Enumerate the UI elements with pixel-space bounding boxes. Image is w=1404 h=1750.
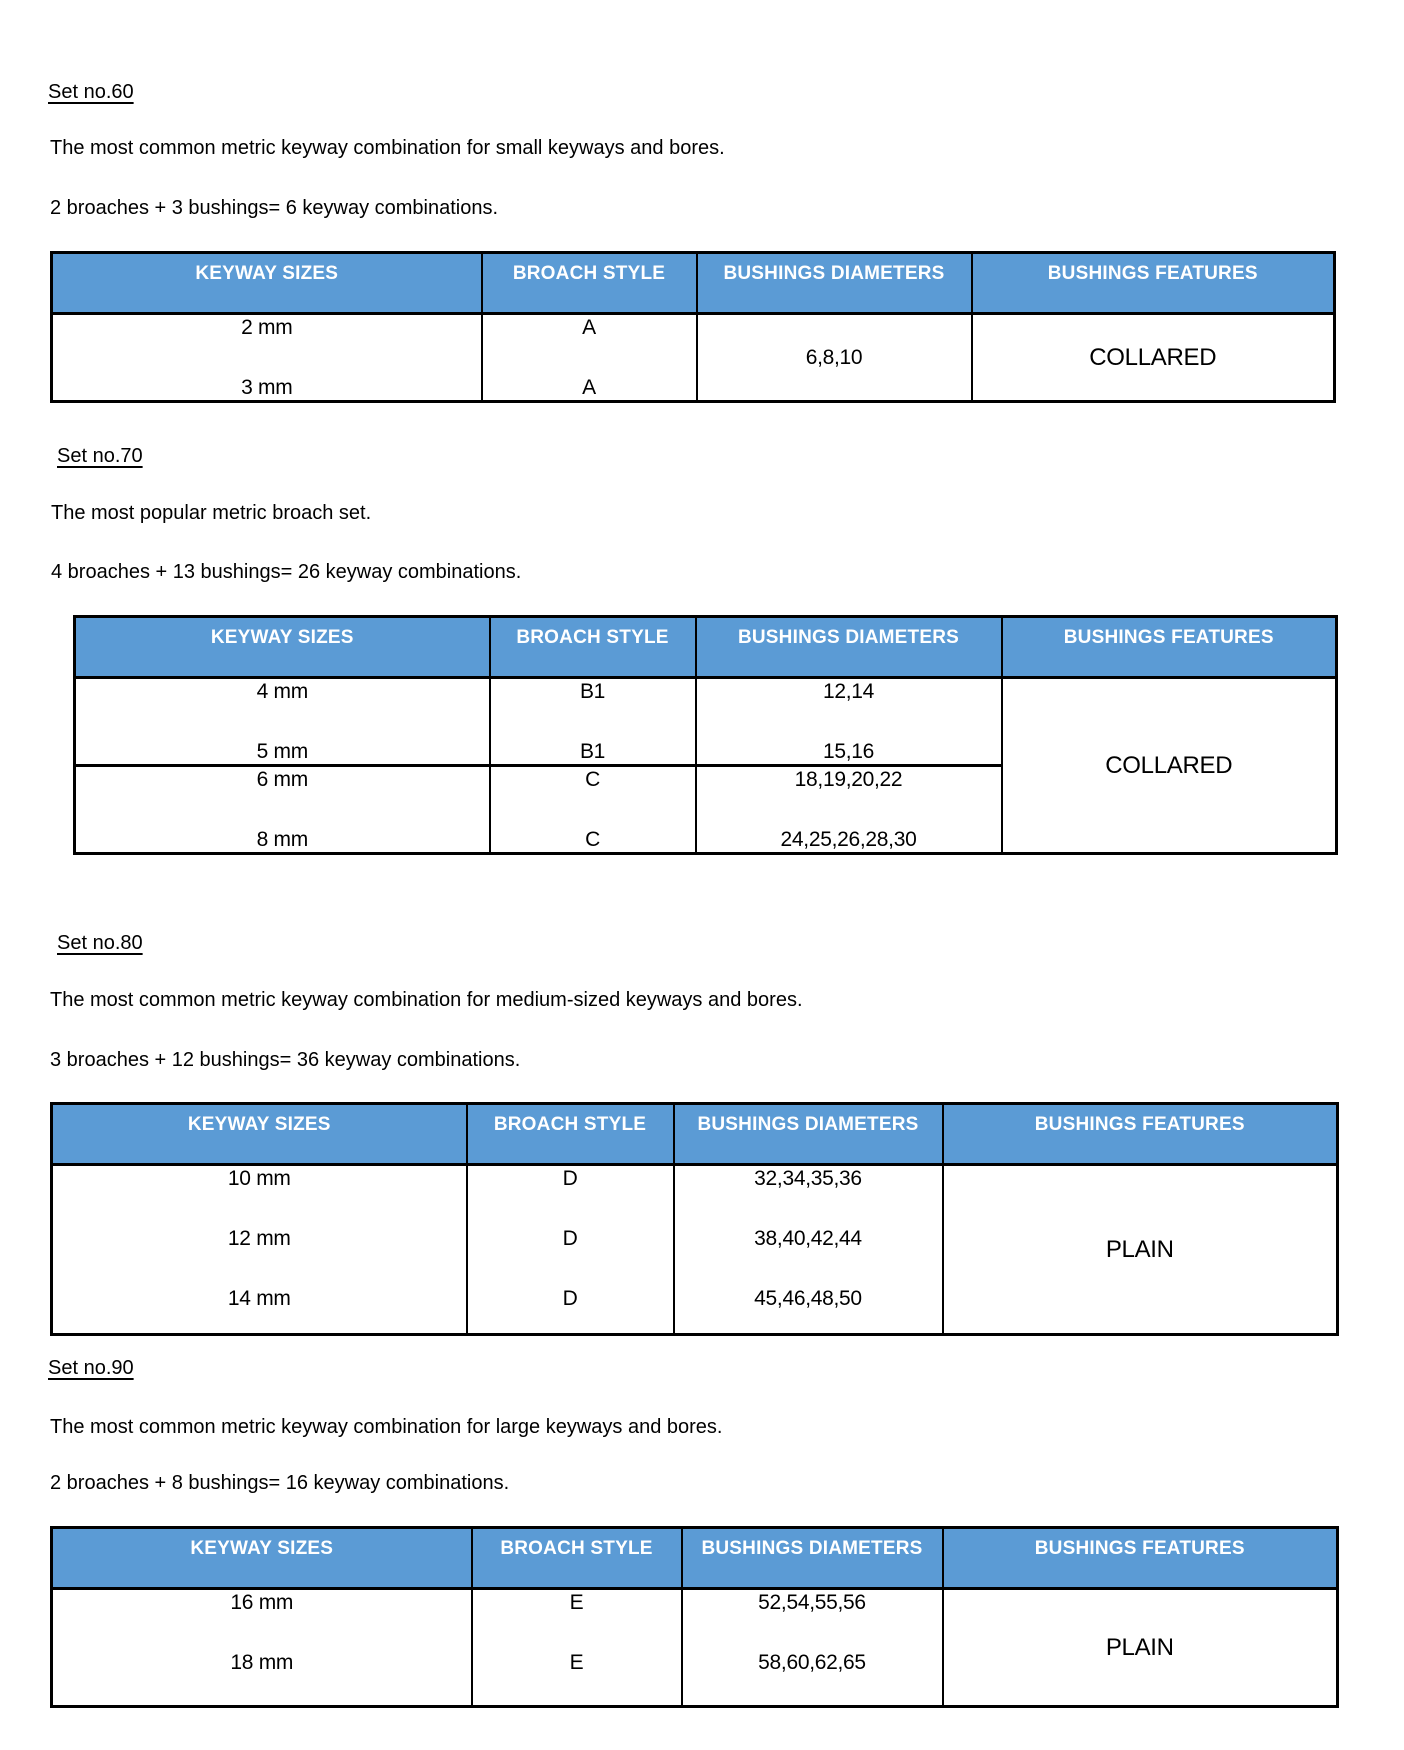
cell-line: A bbox=[582, 376, 596, 399]
cell-line: B1 bbox=[579, 740, 606, 763]
bushings-diameters-cell bbox=[674, 1165, 943, 1335]
line-gap bbox=[53, 340, 481, 375]
bushings-features-cell: COLLARED bbox=[972, 314, 1335, 402]
cell-line: 15,16 bbox=[822, 740, 875, 763]
keyway-sizes-cell bbox=[52, 1589, 472, 1707]
broach-set-table bbox=[50, 1102, 1339, 1336]
keyway-sizes-cell bbox=[75, 678, 490, 766]
bushings-diameters-cell bbox=[696, 766, 1002, 854]
table-header-row bbox=[75, 617, 1337, 678]
set-description: The most common metric keyway combination for large keyways and bores. bbox=[50, 1416, 723, 1438]
column-header: KEYWAY SIZES bbox=[52, 1104, 467, 1165]
line-gap bbox=[675, 1251, 942, 1286]
cell-line: E bbox=[569, 1591, 584, 1614]
line-gap bbox=[53, 1251, 466, 1286]
line-gap bbox=[53, 1191, 466, 1226]
cell-line: 38,40,42,44 bbox=[754, 1227, 862, 1250]
line-gap bbox=[491, 792, 695, 827]
bushings-diameters-cell bbox=[696, 678, 1002, 766]
cell-line: D bbox=[562, 1287, 578, 1310]
table-header-row bbox=[52, 253, 1335, 314]
set-description: The most common metric keyway combination for medium-sized keyways and bores. bbox=[50, 989, 803, 1011]
broach-table-slot-60 bbox=[50, 251, 1333, 403]
line-gap bbox=[483, 340, 696, 375]
bushings-diameters-cell bbox=[682, 1589, 943, 1707]
cell-line: 8 mm bbox=[256, 828, 308, 851]
broach-table-slot-70 bbox=[73, 615, 1335, 855]
column-header: KEYWAY SIZES bbox=[75, 617, 490, 678]
cell-line: 16 mm bbox=[230, 1591, 294, 1614]
line-gap bbox=[76, 792, 489, 827]
cell-line: 10 mm bbox=[227, 1167, 291, 1190]
cell-line: 58,60,62,65 bbox=[758, 1651, 866, 1674]
broach-set-table bbox=[50, 251, 1336, 403]
broach-style-cell bbox=[482, 314, 697, 402]
cell-line: 3 mm bbox=[241, 376, 293, 399]
line-gap bbox=[491, 704, 695, 739]
column-header: BUSHINGS DIAMETERS bbox=[682, 1528, 943, 1589]
table-body-row bbox=[75, 678, 1337, 766]
line-gap bbox=[468, 1251, 673, 1286]
set-summary: 2 broaches + 3 bushings= 6 keyway combinations. bbox=[50, 197, 499, 219]
column-header: BUSHINGS FEATURES bbox=[972, 253, 1335, 314]
broach-table-slot-80 bbox=[50, 1102, 1336, 1336]
column-header: BUSHINGS FEATURES bbox=[943, 1104, 1338, 1165]
line-gap bbox=[53, 1615, 471, 1650]
cell-line: 24,25,26,28,30 bbox=[780, 828, 917, 851]
cell-line: 12 mm bbox=[227, 1227, 291, 1250]
column-header: BROACH STYLE bbox=[490, 617, 696, 678]
cell-line: A bbox=[582, 316, 596, 339]
column-header: KEYWAY SIZES bbox=[52, 253, 482, 314]
cell-line: C bbox=[585, 828, 600, 851]
cell-line: 12,14 bbox=[822, 680, 875, 703]
broach-style-cell bbox=[472, 1589, 682, 1707]
broach-table-slot-90 bbox=[50, 1526, 1336, 1708]
cell-line: C bbox=[585, 768, 600, 791]
column-header: BUSHINGS DIAMETERS bbox=[674, 1104, 943, 1165]
column-header: KEYWAY SIZES bbox=[52, 1528, 472, 1589]
broach-style-cell bbox=[490, 678, 696, 766]
broach-style-cell bbox=[467, 1165, 674, 1335]
cell-line: 4 mm bbox=[256, 680, 308, 703]
line-gap bbox=[468, 1191, 673, 1226]
line-gap bbox=[76, 704, 489, 739]
line-gap bbox=[683, 1615, 942, 1650]
keyway-sizes-cell bbox=[52, 314, 482, 402]
broach-set-table bbox=[73, 615, 1338, 855]
column-header: BROACH STYLE bbox=[482, 253, 697, 314]
cell-line: D bbox=[562, 1167, 578, 1190]
line-gap bbox=[473, 1615, 681, 1650]
column-header: BUSHINGS DIAMETERS bbox=[697, 253, 972, 314]
cell-line: 32,34,35,36 bbox=[754, 1167, 862, 1190]
cell-line: 2 mm bbox=[241, 316, 293, 339]
table-header-row bbox=[52, 1104, 1338, 1165]
set-heading: Set no.80 bbox=[57, 932, 143, 954]
column-header: BUSHINGS FEATURES bbox=[1002, 617, 1337, 678]
cell-line: B1 bbox=[579, 680, 606, 703]
set-heading: Set no.60 bbox=[48, 81, 134, 103]
cell-line: 45,46,48,50 bbox=[754, 1287, 862, 1310]
table-body-row bbox=[52, 1165, 1338, 1335]
cell-line: 52,54,55,56 bbox=[758, 1591, 866, 1614]
line-gap bbox=[697, 704, 1001, 739]
line-gap bbox=[675, 1191, 942, 1226]
cell-line: 6 mm bbox=[256, 768, 308, 791]
bushings-diameters-cell: 6,8,10 bbox=[697, 314, 972, 402]
cell-line: 18,19,20,22 bbox=[794, 768, 903, 791]
table-body-row bbox=[52, 314, 1335, 402]
keyway-sizes-cell bbox=[75, 766, 490, 854]
cell-line: 5 mm bbox=[256, 740, 308, 763]
set-summary: 4 broaches + 13 bushings= 26 keyway combinations. bbox=[51, 561, 522, 583]
table-body-row bbox=[52, 1589, 1338, 1707]
column-header: BUSHINGS DIAMETERS bbox=[696, 617, 1002, 678]
set-description: The most common metric keyway combination for small keyways and bores. bbox=[50, 137, 725, 159]
line-gap bbox=[697, 792, 1001, 827]
keyway-sizes-cell bbox=[52, 1165, 467, 1335]
cell-line: 14 mm bbox=[227, 1287, 291, 1310]
bushings-features-cell: COLLARED bbox=[1002, 678, 1337, 854]
broach-set-table bbox=[50, 1526, 1339, 1708]
column-header: BUSHINGS FEATURES bbox=[943, 1528, 1338, 1589]
set-summary: 3 broaches + 12 bushings= 36 keyway combinations. bbox=[50, 1049, 521, 1071]
set-description: The most popular metric broach set. bbox=[51, 502, 372, 524]
table-header-row bbox=[52, 1528, 1338, 1589]
cell-line: E bbox=[569, 1651, 584, 1674]
set-heading: Set no.70 bbox=[57, 445, 143, 467]
bushings-features-cell: PLAIN bbox=[943, 1589, 1338, 1707]
column-header: BROACH STYLE bbox=[467, 1104, 674, 1165]
cell-line: 18 mm bbox=[230, 1651, 294, 1674]
cell-line: D bbox=[562, 1227, 578, 1250]
column-header: BROACH STYLE bbox=[472, 1528, 682, 1589]
bushings-features-cell: PLAIN bbox=[943, 1165, 1338, 1335]
broach-style-cell bbox=[490, 766, 696, 854]
set-heading: Set no.90 bbox=[48, 1357, 134, 1379]
set-summary: 2 broaches + 8 bushings= 16 keyway combinations. bbox=[50, 1472, 510, 1494]
